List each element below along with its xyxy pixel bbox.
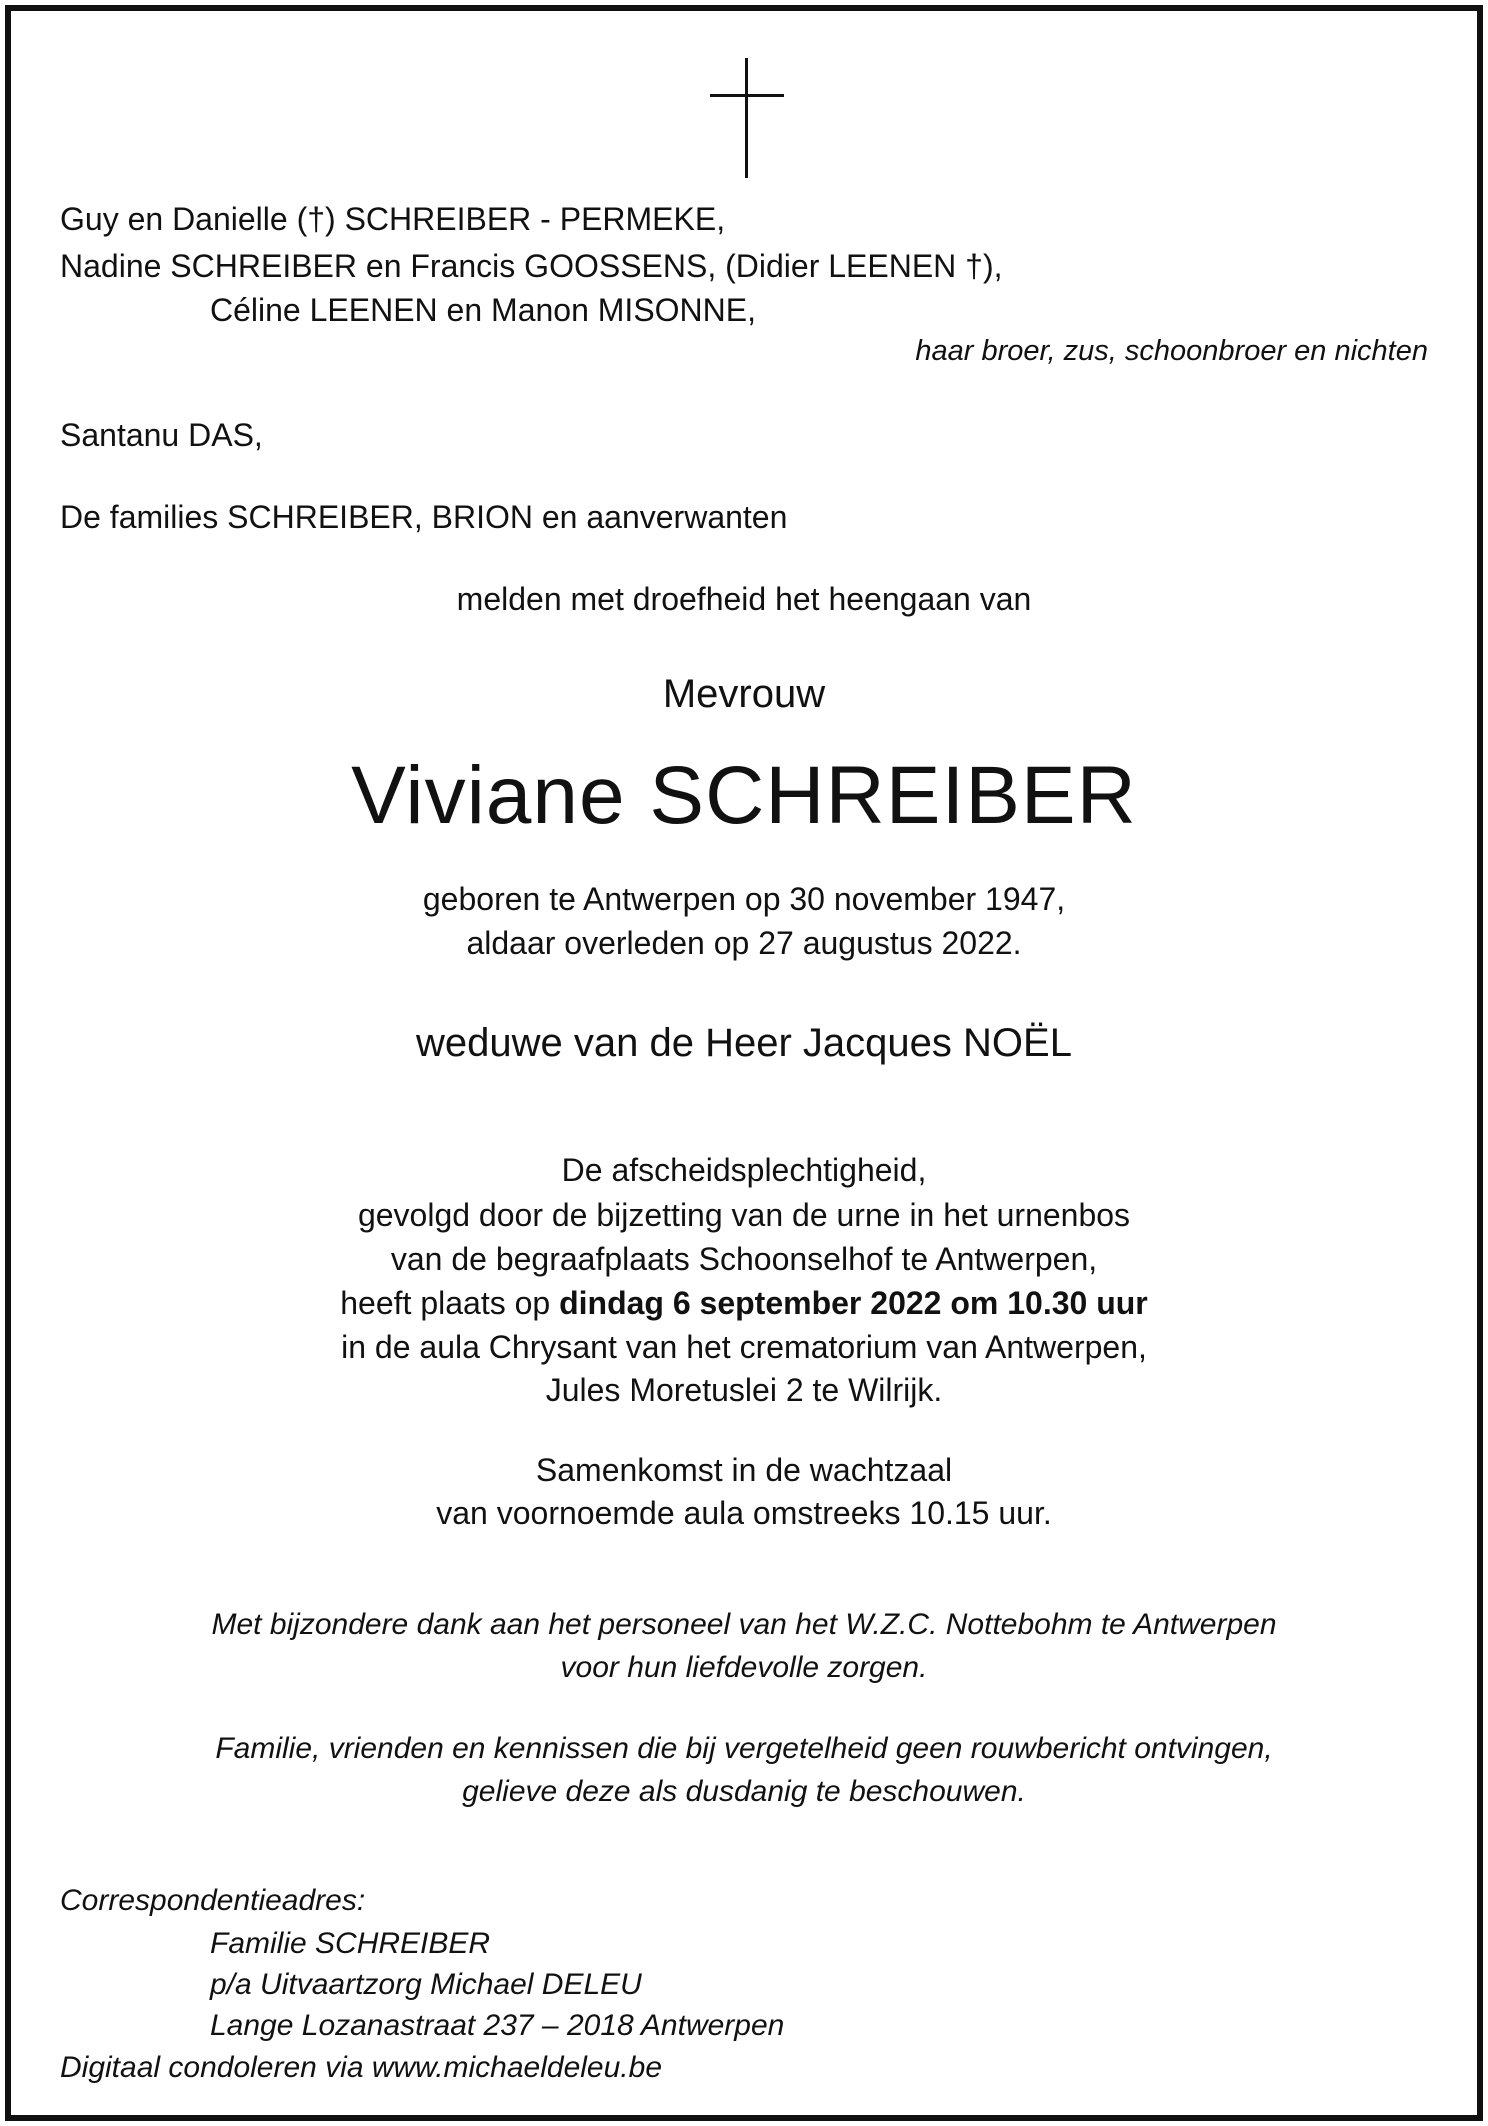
family-line-3: Céline LEENEN en Manon MISONNE,	[210, 292, 756, 328]
relation-text: haar broer, zus, schoonbroer en nichten	[915, 335, 1428, 367]
correspondence-label: Correspondentieadres:	[60, 1884, 366, 1917]
deceased-name: Viviane SCHREIBER	[351, 750, 1137, 841]
notice-line-2: gelieve deze als dusdanig te beschouwen.	[462, 1775, 1026, 1808]
notice-line-1: Familie, vrienden en kennissen die bij vergetelheid geen rouwbericht ontvingen,	[215, 1732, 1273, 1765]
correspondence-address: Lange Lozanastraat 237 – 2018 Antwerpen	[210, 2009, 785, 2042]
family-line-1: Guy en Danielle (†) SCHREIBER - PERMEKE,	[60, 201, 726, 237]
online-condolence: Digitaal condoleren via www.michaeldeleu.be	[60, 2051, 663, 2084]
birth-line: geboren te Antwerpen op 30 november 1947,	[422, 881, 1066, 917]
salutation: Mevrouw	[662, 672, 826, 716]
thanks-line-2: voor hun liefdevolle zorgen.	[560, 1651, 928, 1684]
ceremony-date-prefix: heeft plaats op	[340, 1285, 560, 1321]
correspondence-family: Familie SCHREIBER	[210, 1927, 491, 1960]
ceremony-line-3: van de begraafplaats Schoonselhof te Antwerpen,	[390, 1241, 1098, 1277]
ceremony-line-5: in de aula Chrysant van het crematorium van Antwerpen,	[341, 1329, 1147, 1365]
thanks-line-1: Met bijzondere dank aan het personeel van het W.Z.C. Nottebohm te Antwerpen	[211, 1608, 1277, 1641]
gathering-line-1: Samenkomst in de wachtzaal	[535, 1452, 953, 1488]
gathering-line-2: van voornoemde aula omstreeks 10.15 uur.	[436, 1495, 1052, 1531]
correspondence-funeral-home: p/a Uitvaartzorg Michael DELEU	[210, 1968, 642, 2001]
ceremony-line-1: De afscheidsplechtigheid,	[561, 1152, 927, 1188]
ceremony-line-4	[0, 1283, 1488, 1323]
cross-icon	[710, 58, 784, 178]
santanu-line: Santanu DAS,	[60, 417, 263, 453]
ceremony-date: dindag 6 september 2022 om 10.30 uur	[559, 1285, 1148, 1321]
announce-line: melden met droefheid het heengaan van	[456, 581, 1032, 617]
death-line: aldaar overleden op 27 augustus 2022.	[466, 925, 1022, 961]
family-line-2: Nadine SCHREIBER en Francis GOOSSENS, (Didier LEENEN †),	[60, 248, 1003, 284]
widow-line: weduwe van de Heer Jacques NOËL	[416, 1021, 1072, 1065]
ceremony-line-2: gevolgd door de bijzetting van de urne in het urnenbos	[357, 1197, 1131, 1233]
ceremony-line-6: Jules Moretuslei 2 te Wilrijk.	[545, 1372, 943, 1408]
families-line: De families SCHREIBER, BRION en aanverwanten	[60, 499, 788, 535]
